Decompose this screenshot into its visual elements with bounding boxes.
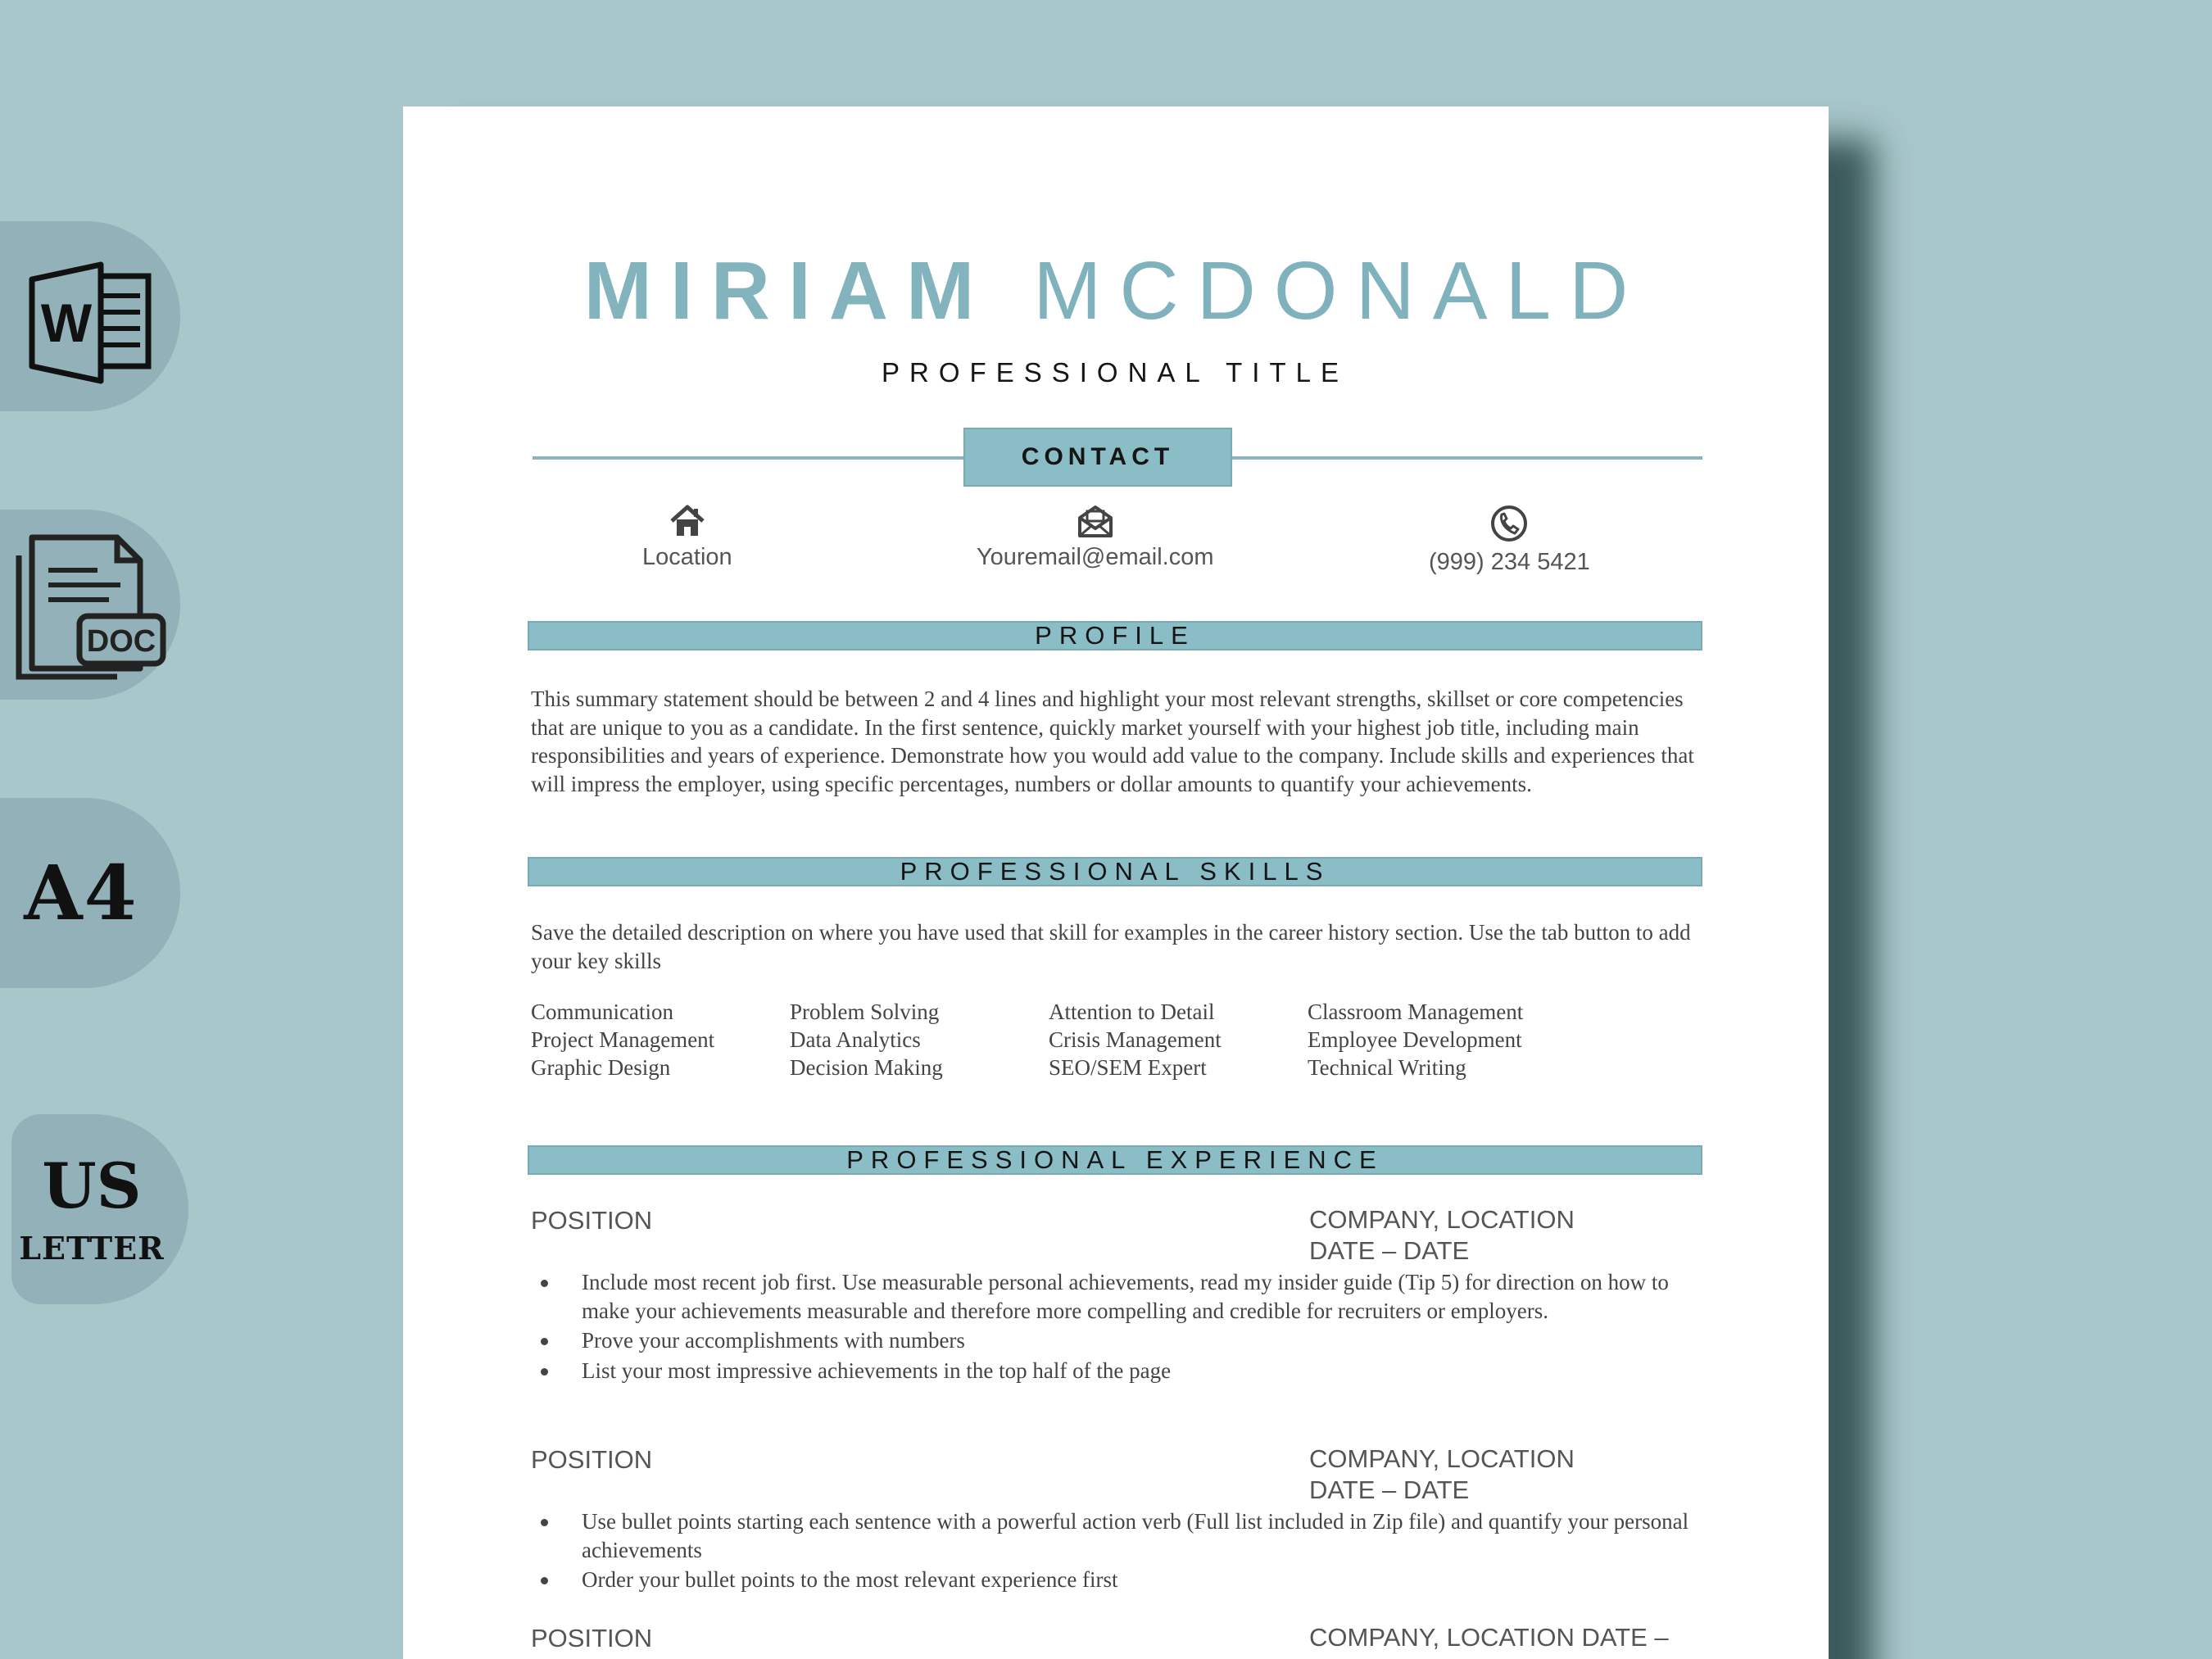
skill-item: Employee Development bbox=[1308, 1027, 1522, 1052]
list-item: Prove your accomplishments with numbers bbox=[582, 1326, 1704, 1355]
candidate-name bbox=[528, 244, 1702, 338]
skill-item: Communication bbox=[531, 999, 673, 1024]
job-dates: DATE – DATE bbox=[1309, 1475, 1470, 1504]
phone-icon bbox=[1489, 505, 1529, 542]
skills-intro: Save the detailed description on where you have used that skill for examples in the career history section. Use the tab button to add your key skills bbox=[531, 920, 1691, 973]
email-text: Youremail@email.com bbox=[977, 544, 1214, 570]
skill-item: Classroom Management bbox=[1308, 999, 1524, 1024]
job-company-dates: COMPANY, LOCATION DATE – bbox=[1309, 1623, 1669, 1652]
list-item: Include most recent job first. Use measurable personal achievements, read my insider guide (Tip 5) for direction on how to make your achievements measurable and therefore more compelling and credible for recruiters or employers. bbox=[582, 1268, 1704, 1325]
profile-heading: PROFILE bbox=[528, 621, 1702, 650]
email-icon bbox=[1077, 505, 1114, 537]
skill-item: Problem Solving bbox=[790, 999, 940, 1024]
list-item: Use bullet points starting each sentence with a powerful action verb (Full list included in Zip file) and quantify your personal achievements bbox=[582, 1507, 1704, 1564]
last-name: MCDONALD bbox=[1033, 245, 1647, 337]
a4-label: A4 bbox=[24, 849, 138, 937]
list-item: Order your bullet points to the most relevant experience first bbox=[582, 1566, 1704, 1594]
skill-item: Project Management bbox=[531, 1027, 715, 1052]
letter-label: LETTER bbox=[19, 1229, 165, 1267]
skill-item: Attention to Detail bbox=[1049, 999, 1215, 1024]
job-position: POSITION bbox=[531, 1445, 653, 1474]
doc-format-badge bbox=[0, 510, 180, 700]
word-format-badge bbox=[0, 221, 180, 411]
contact-heading: CONTACT bbox=[963, 428, 1232, 487]
contact-location bbox=[642, 505, 732, 571]
skill-item: Technical Writing bbox=[1308, 1055, 1466, 1080]
doc-file-icon bbox=[12, 523, 168, 687]
skills-grid bbox=[531, 998, 1566, 1081]
word-file-icon bbox=[20, 247, 160, 386]
job-bullets bbox=[582, 1268, 1704, 1386]
job-dates: DATE – DATE bbox=[1309, 1236, 1470, 1265]
skill-item: SEO/SEM Expert bbox=[1049, 1055, 1207, 1080]
us-letter-format-badge bbox=[11, 1114, 188, 1304]
job-position: POSITION bbox=[531, 1206, 653, 1235]
job-company bbox=[1309, 1204, 1575, 1267]
a4-format-badge bbox=[0, 798, 180, 988]
us-label: US bbox=[42, 1149, 142, 1222]
experience-heading: PROFESSIONAL EXPERIENCE bbox=[528, 1145, 1702, 1175]
job-position: POSITION bbox=[531, 1624, 653, 1652]
skill-item: Graphic Design bbox=[531, 1055, 671, 1080]
job-company-location: COMPANY, LOCATION bbox=[1309, 1205, 1575, 1234]
skill-item: Data Analytics bbox=[790, 1027, 921, 1052]
home-icon bbox=[669, 505, 706, 537]
contact-phone bbox=[1429, 505, 1590, 576]
profile-summary: This summary statement should be between 2 and 4 lines and highlight your most relevant strengths, skillset or core competencies that are unique to you as a candidate. In the first sentence, quickly market yourself with your highest job title, including main responsibilities and years of experience. Demonstrate how you would add value to the company. Include skills and experiences that will impress the employer, using specific percentages, numbers or dollar amounts to quantify your achievements. bbox=[531, 687, 1694, 796]
skills-heading: PROFESSIONAL SKILLS bbox=[528, 857, 1702, 886]
professional-title: PROFESSIONAL TITLE bbox=[882, 357, 1349, 388]
contact-email bbox=[977, 505, 1213, 571]
phone-text: (999) 234 5421 bbox=[1429, 549, 1590, 575]
list-item: List your most impressive achievements in the top half of the page bbox=[582, 1357, 1704, 1385]
first-name: MIRIAM bbox=[583, 245, 993, 337]
location-text: Location bbox=[642, 544, 732, 570]
resume-page bbox=[403, 107, 1829, 1659]
svg-text:DOC: DOC bbox=[86, 624, 156, 659]
skill-item: Crisis Management bbox=[1049, 1027, 1222, 1052]
svg-text:W: W bbox=[40, 292, 93, 353]
job-company-location: COMPANY, LOCATION bbox=[1309, 1444, 1575, 1473]
job-bullets bbox=[582, 1507, 1704, 1596]
job-company bbox=[1309, 1444, 1575, 1506]
skill-item: Decision Making bbox=[790, 1055, 943, 1080]
